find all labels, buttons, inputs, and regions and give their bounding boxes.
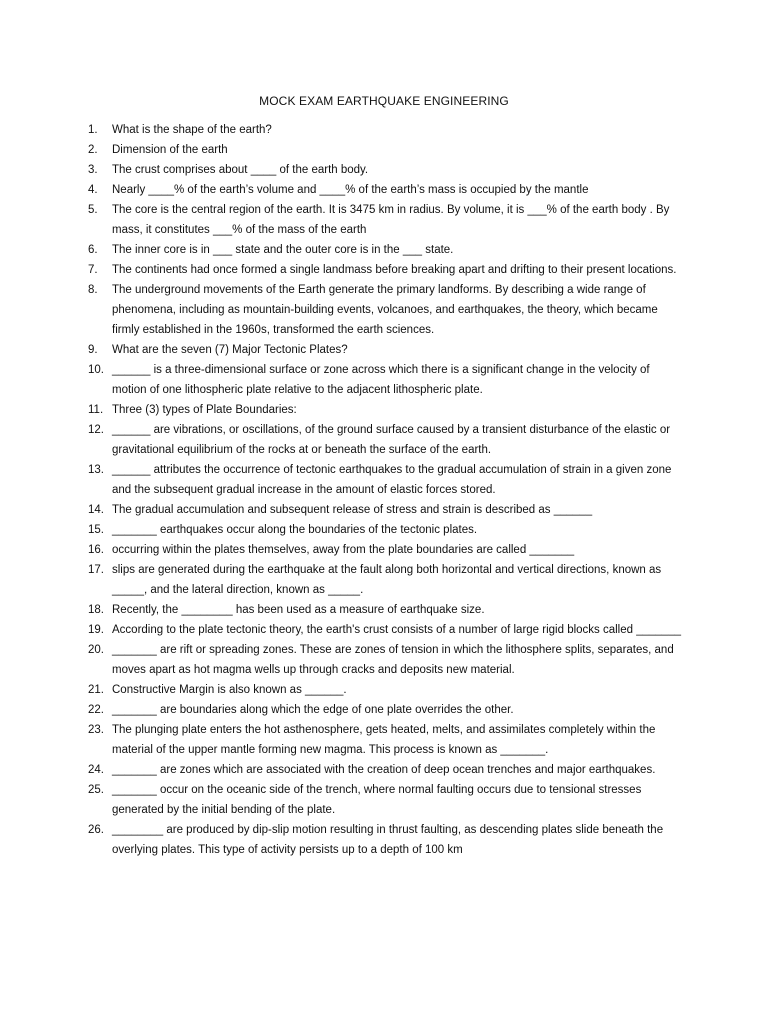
question-number: 23.	[88, 724, 104, 736]
question-text: The plunging plate enters the hot asthenosphere, gets heated, melts, and assimilates completely within the material of the upper mantle forming new magma. This process is known as _______.	[112, 724, 656, 756]
question-number: 11.	[88, 404, 104, 416]
question-item	[88, 200, 684, 240]
question-item	[88, 620, 684, 640]
question-text: Recently, the ________ has been used as a measure of earthquake size.	[112, 604, 485, 616]
question-item	[88, 760, 684, 780]
question-item	[88, 400, 684, 420]
question-item	[88, 540, 684, 560]
question-item	[88, 720, 684, 760]
question-number: 18.	[88, 604, 104, 616]
question-item	[88, 780, 684, 820]
question-number: 25.	[88, 784, 104, 796]
question-number: 10.	[88, 364, 104, 376]
question-text: Dimension of the earth	[112, 144, 228, 156]
question-text: ______ are vibrations, or oscillations, of the ground surface caused by a transient disturbance of the elastic or gravitational equilibrium of the rocks at or beneath the surface of the earth.	[112, 424, 671, 456]
question-item	[88, 640, 684, 680]
question-number: 14.	[88, 504, 104, 516]
question-number: 1.	[88, 124, 98, 136]
question-list	[88, 120, 684, 860]
question-item	[88, 600, 684, 620]
question-text: Nearly ____% of the earth’s volume and ____% of the earth’s mass is occupied by the mantle	[112, 184, 589, 196]
question-number: 13.	[88, 464, 104, 476]
question-item	[88, 560, 684, 600]
question-text: The continents had once formed a single landmass before breaking apart and drifting to their present locations.	[112, 264, 677, 276]
question-item	[88, 820, 684, 860]
question-text: The crust comprises about ____ of the earth body.	[112, 164, 369, 176]
question-text: According to the plate tectonic theory, the earth's crust consists of a number of large rigid blocks called _______	[112, 624, 681, 636]
question-number: 26.	[88, 824, 104, 836]
question-text: occurring within the plates themselves, away from the plate boundaries are called _______	[112, 544, 575, 556]
question-item	[88, 680, 684, 700]
question-number: 17.	[88, 564, 104, 576]
question-item	[88, 460, 684, 500]
question-text: ______ is a three-dimensional surface or zone across which there is a significant change in the velocity of motion of one lithospheric plate relative to the adjacent lithospheric plate.	[112, 364, 650, 396]
question-text: _______ are zones which are associated with the creation of deep ocean trenches and major earthquakes.	[112, 764, 656, 776]
question-text: Three (3) types of Plate Boundaries:	[112, 404, 297, 416]
question-number: 7.	[88, 264, 98, 276]
question-item	[88, 260, 684, 280]
question-item	[88, 180, 684, 200]
question-text: Constructive Margin is also known as ______.	[112, 684, 347, 696]
question-number: 16.	[88, 544, 104, 556]
question-item	[88, 500, 684, 520]
question-number: 24.	[88, 764, 104, 776]
question-text: _______ are boundaries along which the edge of one plate overrides the other.	[112, 704, 514, 716]
question-number: 8.	[88, 284, 98, 296]
question-number: 22.	[88, 704, 104, 716]
question-text: The inner core is in ___ state and the outer core is in the ___ state.	[112, 244, 454, 256]
question-text: _______ earthquakes occur along the boundaries of the tectonic plates.	[112, 524, 478, 536]
question-text: _______ are rift or spreading zones. These are zones of tension in which the lithosphere splits, separates, and moves apart as hot magma wells up through cracks and deposits new material.	[112, 644, 674, 676]
question-number: 21.	[88, 684, 104, 696]
question-text: The core is the central region of the earth. It is 3475 km in radius. By volume, it is ___% of the earth body . By mass, it constitutes ___% of the mass of the earth	[112, 204, 670, 236]
question-number: 15.	[88, 524, 104, 536]
question-item	[88, 420, 684, 460]
question-item	[88, 280, 684, 340]
question-item	[88, 700, 684, 720]
question-number: 5.	[88, 204, 98, 216]
question-text: ________ are produced by dip-slip motion resulting in thrust faulting, as descending plates slide beneath the overlying plates. This type of activity persists up to a depth of 100 km	[112, 824, 664, 856]
question-item	[88, 120, 684, 140]
question-number: 12.	[88, 424, 104, 436]
question-item	[88, 240, 684, 260]
question-text: The underground movements of the Earth generate the primary landforms. By describing a wide range of phenomena, including as mountain-building events, volcanoes, and earthquakes, the theory, which became firmly established in the 1960s, transformed the earth sciences.	[112, 284, 658, 336]
question-number: 6.	[88, 244, 98, 256]
question-text: The gradual accumulation and subsequent release of stress and strain is described as ______	[112, 504, 593, 516]
question-text: _______ occur on the oceanic side of the trench, where normal faulting occurs due to tensional stresses generated by the initial bending of the plate.	[112, 784, 642, 816]
question-number: 9.	[88, 344, 98, 356]
question-item	[88, 340, 684, 360]
question-text: ______ attributes the occurrence of tectonic earthquakes to the gradual accumulation of strain in a given zone and the subsequent gradual increase in the amount of elastic forces stored.	[112, 464, 672, 496]
question-text: What are the seven (7) Major Tectonic Plates?	[112, 344, 348, 356]
question-text: What is the shape of the earth?	[112, 124, 272, 136]
question-number: 4.	[88, 184, 98, 196]
question-number: 3.	[88, 164, 98, 176]
question-item	[88, 520, 684, 540]
question-text: slips are generated during the earthquake at the fault along both horizontal and vertical directions, known as _____, and the lateral direction, known as _____.	[112, 564, 662, 596]
question-item	[88, 360, 684, 400]
question-number: 20.	[88, 644, 104, 656]
question-item	[88, 160, 684, 180]
question-item	[88, 140, 684, 160]
question-number: 2.	[88, 144, 98, 156]
document-title: MOCK EXAM EARTHQUAKE ENGINEERING	[259, 94, 509, 108]
question-number: 19.	[88, 624, 104, 636]
